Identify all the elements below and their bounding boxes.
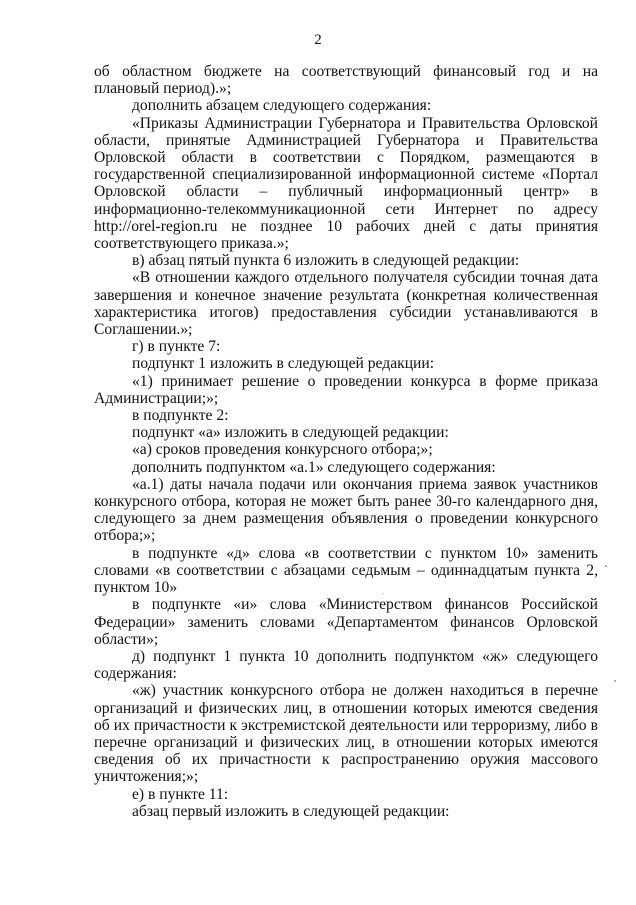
paragraph-17: «ж) участник конкурсного отбора не должен находиться в перечне организаций и физических лиц, в отношении которых имеются сведения об их причастности к экстремистской деятельности или терроризму, либо в перечне организаций и физических лиц, в отношении которых имеются сведения об их причастности к распространению оружия массового уничтожения;»; [94,682,598,786]
paragraph-13: «а.1) даты начала подачи или окончания приема заявок участников конкурсного отбора, которая не может быть ранее 30-го календарного дня, следующего за днем размещения объявления о проведении конкурсного отбора;»; [94,475,598,545]
document-body [94,63,598,820]
paragraph-2: дополнить абзацем следующего содержания: [132,97,432,115]
paragraph-15: в подпункте «и» слова «Министерством финансов Российской Федерации» заменить словами «Департаментом финансов Орловской области»; [94,596,598,648]
paragraph-5: «В отношении каждого отдельного получателя субсидии точная дата завершения и конечное значение результата (конкретная количественная характеристика итогов) предоставления субсидии устанавливаются в Соглашении.»; [94,269,598,339]
paragraph-16: д) подпункт 1 пункта 10 дополнить подпунктом «ж» следующего содержания: [94,647,598,683]
paragraph-3: «Приказы Администрации Губернатора и Правительства Орловской области, принятые Администрацией Губернатора и Правительства Орловской области в соответствии с Порядком, размещаются в государственной специализированной информационной системе «Портал Орловской области – публичный информационный центр» в информационно-телекоммуникационной сети Интернет по адресу http://orel-region.ru не позднее 10 рабочих дней с даты принятия соответствующего приказа.»; [94,114,598,253]
paragraph-11: «а) сроков проведения конкурсного отбора;»; [132,441,433,459]
paragraph-19: абзац первый изложить в следующей редакции: [132,802,450,820]
paragraph-8: «1) принимает решение о проведении конкурса в форме приказа Администрации;»; [94,372,598,407]
paragraph-18: е) в пункте 11: [132,785,229,803]
paragraph-10: подпункт «а» изложить в следующей редакции: [132,424,449,442]
paragraph-14: в подпункте «д» слова «в соответствии с пунктом 10» заменить словами «в соответствии с абзацами седьмым – одиннадцатым пункта 2, пунктом 10» [94,544,598,597]
page-number: 2 [314,32,322,48]
paragraph-4: в) абзац пятый пункта 6 изложить в следующей редакции: [132,252,520,270]
paragraph-7: подпункт 1 изложить в следующей редакции: [132,355,435,373]
paragraph-1: об областном бюджете на соответствующий финансовый год и на плановый период).»; [94,63,598,98]
paragraph-9: в подпункте 2: [132,407,229,425]
paragraph-12: дополнить подпунктом «а.1» следующего содержания: [132,458,496,476]
scan-speck [614,680,616,682]
scan-speck [605,565,607,567]
scan-speck [383,593,384,594]
paragraph-6: г) в пункте 7: [132,338,221,356]
